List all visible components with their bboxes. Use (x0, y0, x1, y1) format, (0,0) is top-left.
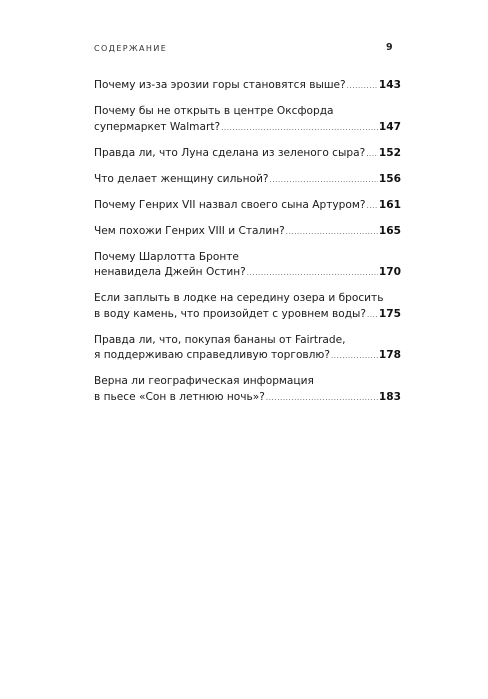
toc-entry[interactable] (94, 224, 401, 241)
toc-entry[interactable] (94, 198, 401, 215)
toc-entry-page: 152 (378, 146, 401, 159)
toc-entry-line (94, 291, 401, 307)
running-head: СОДЕРЖАНИЕ (94, 44, 168, 53)
dot-leader (367, 308, 378, 324)
dot-leader (266, 391, 378, 407)
toc-entry-title: Почему из-за эрозии горы становятся выше? (94, 79, 346, 91)
toc-entry-title-continued: ненавидела Джейн Остин? (94, 266, 246, 278)
table-of-contents (94, 78, 401, 416)
dot-leader (366, 199, 377, 215)
toc-entry-line (94, 120, 401, 137)
toc-entry[interactable] (94, 291, 401, 323)
toc-entry-line (94, 224, 401, 241)
toc-entry-title: Правда ли, что Луна сделана из зеленого сыра? (94, 146, 366, 159)
toc-entry[interactable] (94, 146, 401, 163)
dot-leader (221, 121, 378, 137)
toc-entry-line (94, 104, 401, 120)
dot-leader (331, 349, 378, 365)
toc-entry-title: Чем похожи Генрих VIII и Сталин? (94, 224, 285, 237)
toc-entry[interactable] (94, 172, 401, 189)
toc-entry-line (94, 390, 401, 407)
toc-entry-page: 161 (378, 198, 401, 211)
toc-entry-page: 183 (378, 390, 401, 403)
toc-entry-page: 175 (378, 307, 401, 320)
page-number: 9 (386, 42, 393, 53)
toc-entry[interactable] (94, 104, 401, 136)
dot-leader (366, 147, 378, 163)
toc-entry-title: Почему Шарлотта Бронте (94, 250, 239, 263)
toc-entry-line (94, 265, 401, 282)
toc-entry-line (94, 333, 401, 349)
toc-entry[interactable] (94, 250, 401, 282)
toc-entry-page: 165 (378, 224, 401, 237)
toc-entry-page: 178 (378, 349, 401, 361)
toc-entry-line (94, 172, 401, 189)
toc-entry-line (94, 78, 401, 95)
toc-entry-line (94, 307, 401, 324)
toc-entry-title-continued: я поддерживаю справедливую торговлю? (94, 349, 330, 361)
toc-entry-title: Почему Генрих VII назвал своего сына Артуром? (94, 198, 366, 211)
toc-entry-page: 170 (378, 266, 401, 278)
toc-entry-title: Верна ли географическая информация (94, 375, 314, 387)
toc-entry-page: 147 (378, 120, 401, 133)
toc-entry-line (94, 250, 401, 266)
toc-entry[interactable] (94, 374, 401, 406)
toc-entry[interactable] (94, 333, 401, 365)
dot-leader (347, 79, 378, 95)
toc-entry-title: Если заплыть в лодке на середину озера и бросить (94, 292, 384, 304)
toc-entry-line (94, 348, 401, 365)
dot-leader (286, 225, 378, 241)
toc-entry[interactable] (94, 78, 401, 95)
toc-entry-line (94, 374, 401, 390)
dot-leader (270, 173, 378, 189)
toc-entry-page: 156 (378, 172, 401, 185)
toc-entry-line (94, 146, 401, 163)
toc-entry-title: Правда ли, что, покупая бананы от Fairtrade, (94, 333, 346, 346)
dot-leader (247, 266, 378, 282)
toc-entry-title-continued: в воду камень, что произойдет с уровнем воды? (94, 307, 367, 320)
toc-entry-line (94, 198, 401, 215)
toc-entry-title-continued: в пьесе «Сон в летнюю ночь»? (94, 390, 265, 403)
toc-entry-title-continued: супермаркет Walmart? (94, 120, 221, 133)
toc-entry-title: Что делает женщину сильной? (94, 172, 269, 185)
toc-entry-title: Почему бы не открыть в центре Оксфорда (94, 105, 334, 117)
toc-entry-page: 143 (378, 79, 401, 91)
